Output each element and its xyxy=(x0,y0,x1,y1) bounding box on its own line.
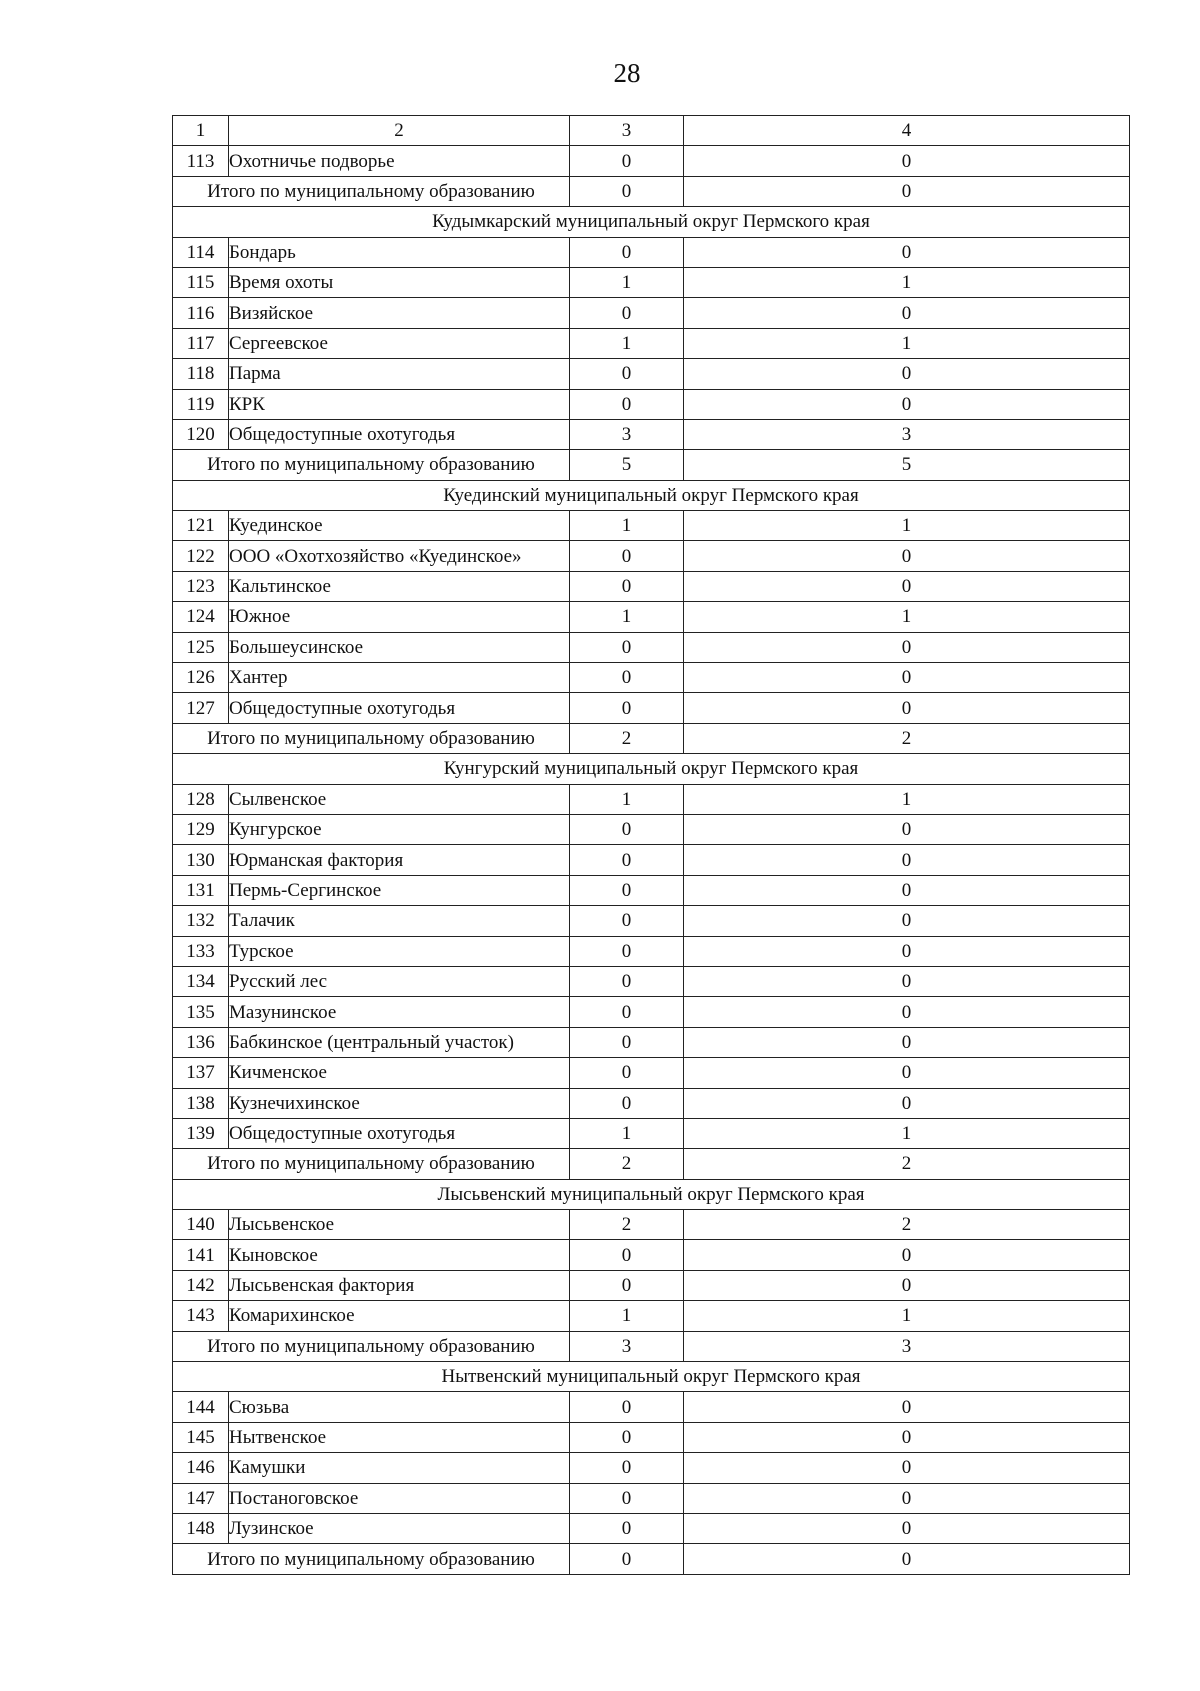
row-number: 133 xyxy=(173,936,229,966)
value-col-4: 0 xyxy=(684,1513,1130,1543)
hunting-ground-name: Пермь-Сергинское xyxy=(229,875,570,905)
value-col-3: 0 xyxy=(570,966,684,996)
table-row xyxy=(173,602,1130,632)
row-number: 128 xyxy=(173,784,229,814)
total-col-3: 5 xyxy=(570,450,684,480)
header-col-4: 4 xyxy=(684,116,1130,146)
table-row xyxy=(173,1118,1130,1148)
total-col-4: 0 xyxy=(684,1544,1130,1574)
row-number: 138 xyxy=(173,1088,229,1118)
total-col-4: 2 xyxy=(684,723,1130,753)
row-number: 148 xyxy=(173,1513,229,1543)
table-row xyxy=(173,1453,1130,1483)
value-col-3: 0 xyxy=(570,1483,684,1513)
total-row xyxy=(173,723,1130,753)
hunting-ground-name: Лузинское xyxy=(229,1513,570,1543)
value-col-4: 0 xyxy=(684,298,1130,328)
value-col-4: 2 xyxy=(684,1210,1130,1240)
value-col-3: 1 xyxy=(570,328,684,358)
total-col-4: 2 xyxy=(684,1149,1130,1179)
value-col-4: 0 xyxy=(684,814,1130,844)
table-row xyxy=(173,1513,1130,1543)
row-number: 135 xyxy=(173,997,229,1027)
row-number: 137 xyxy=(173,1058,229,1088)
value-col-3: 0 xyxy=(570,997,684,1027)
value-col-4: 0 xyxy=(684,693,1130,723)
hunting-ground-name: ООО «Охотхозяйство «Куединское» xyxy=(229,541,570,571)
hunting-ground-name: Комарихинское xyxy=(229,1301,570,1331)
total-col-4: 5 xyxy=(684,450,1130,480)
hunting-ground-name: Лысьвенское xyxy=(229,1210,570,1240)
value-col-3: 0 xyxy=(570,298,684,328)
value-col-4: 3 xyxy=(684,419,1130,449)
value-col-3: 0 xyxy=(570,1392,684,1422)
value-col-4: 0 xyxy=(684,1088,1130,1118)
row-number: 113 xyxy=(173,146,229,176)
hunting-ground-name: Хантер xyxy=(229,663,570,693)
total-col-3: 0 xyxy=(570,1544,684,1574)
hunting-ground-name: Постаноговское xyxy=(229,1483,570,1513)
value-col-4: 0 xyxy=(684,359,1130,389)
section-title: Нытвенский муниципальный округ Пермского края xyxy=(173,1362,1130,1392)
value-col-3: 0 xyxy=(570,1422,684,1452)
value-col-3: 0 xyxy=(570,1058,684,1088)
section-title: Лысьвенский муниципальный округ Пермского края xyxy=(173,1179,1130,1209)
section-title: Кунгурский муниципальный округ Пермского края xyxy=(173,754,1130,784)
table-row xyxy=(173,1392,1130,1422)
value-col-4: 0 xyxy=(684,1392,1130,1422)
row-number: 121 xyxy=(173,511,229,541)
row-number: 132 xyxy=(173,906,229,936)
value-col-3: 0 xyxy=(570,936,684,966)
value-col-4: 0 xyxy=(684,936,1130,966)
value-col-4: 0 xyxy=(684,632,1130,662)
hunting-ground-name: Кыновское xyxy=(229,1240,570,1270)
value-col-4: 0 xyxy=(684,845,1130,875)
table-row xyxy=(173,1270,1130,1300)
header-col-3: 3 xyxy=(570,116,684,146)
hunting-ground-name: Турское xyxy=(229,936,570,966)
value-col-4: 0 xyxy=(684,906,1130,936)
row-number: 142 xyxy=(173,1270,229,1300)
value-col-4: 0 xyxy=(684,1058,1130,1088)
table-row xyxy=(173,298,1130,328)
hunting-ground-name: Южное xyxy=(229,602,570,632)
row-number: 118 xyxy=(173,359,229,389)
row-number: 119 xyxy=(173,389,229,419)
row-number: 124 xyxy=(173,602,229,632)
row-number: 129 xyxy=(173,814,229,844)
table-row xyxy=(173,1088,1130,1118)
total-label: Итого по муниципальному образованию xyxy=(173,1544,570,1574)
table-row xyxy=(173,146,1130,176)
row-number: 134 xyxy=(173,966,229,996)
hunting-ground-name: Лысьвенская фактория xyxy=(229,1270,570,1300)
value-col-4: 0 xyxy=(684,146,1130,176)
value-col-3: 0 xyxy=(570,1270,684,1300)
value-col-4: 0 xyxy=(684,1483,1130,1513)
value-col-3: 0 xyxy=(570,1453,684,1483)
value-col-4: 0 xyxy=(684,1027,1130,1057)
total-col-3: 3 xyxy=(570,1331,684,1361)
hunting-grounds-table xyxy=(172,115,1130,1575)
value-col-3: 0 xyxy=(570,663,684,693)
table-row xyxy=(173,875,1130,905)
hunting-ground-name: Талачик xyxy=(229,906,570,936)
table-row xyxy=(173,267,1130,297)
hunting-ground-name: Парма xyxy=(229,359,570,389)
total-col-3: 2 xyxy=(570,1149,684,1179)
value-col-4: 0 xyxy=(684,541,1130,571)
section-row xyxy=(173,1362,1130,1392)
value-col-3: 0 xyxy=(570,237,684,267)
value-col-4: 0 xyxy=(684,875,1130,905)
row-number: 117 xyxy=(173,328,229,358)
row-number: 131 xyxy=(173,875,229,905)
table-row xyxy=(173,997,1130,1027)
value-col-3: 0 xyxy=(570,541,684,571)
value-col-3: 0 xyxy=(570,1513,684,1543)
value-col-3: 0 xyxy=(570,906,684,936)
hunting-ground-name: Кунгурское xyxy=(229,814,570,844)
value-col-4: 0 xyxy=(684,1240,1130,1270)
value-col-4: 1 xyxy=(684,267,1130,297)
section-row xyxy=(173,207,1130,237)
value-col-3: 0 xyxy=(570,632,684,662)
section-row xyxy=(173,754,1130,784)
table-row xyxy=(173,693,1130,723)
row-number: 130 xyxy=(173,845,229,875)
hunting-ground-name: Юрманская фактория xyxy=(229,845,570,875)
total-col-3: 0 xyxy=(570,176,684,206)
hunting-ground-name: Время охоты xyxy=(229,267,570,297)
table-row xyxy=(173,814,1130,844)
table-row xyxy=(173,237,1130,267)
value-col-3: 0 xyxy=(570,845,684,875)
table-row xyxy=(173,1240,1130,1270)
hunting-ground-name: Мазунинское xyxy=(229,997,570,1027)
row-number: 145 xyxy=(173,1422,229,1452)
hunting-ground-name: Охотничье подворье xyxy=(229,146,570,176)
table-row xyxy=(173,328,1130,358)
total-row xyxy=(173,1331,1130,1361)
section-row xyxy=(173,480,1130,510)
total-row xyxy=(173,176,1130,206)
value-col-3: 0 xyxy=(570,389,684,419)
value-col-3: 0 xyxy=(570,1088,684,1118)
page-number: 28 xyxy=(613,58,641,88)
value-col-4: 0 xyxy=(684,237,1130,267)
table-row xyxy=(173,936,1130,966)
value-col-3: 1 xyxy=(570,267,684,297)
hunting-ground-name: Общедоступные охотугодья xyxy=(229,693,570,723)
table-row xyxy=(173,1483,1130,1513)
table-body xyxy=(173,116,1130,1575)
value-col-4: 0 xyxy=(684,966,1130,996)
row-number: 140 xyxy=(173,1210,229,1240)
value-col-3: 3 xyxy=(570,419,684,449)
value-col-3: 1 xyxy=(570,784,684,814)
row-number: 126 xyxy=(173,663,229,693)
table-row xyxy=(173,1058,1130,1088)
section-row xyxy=(173,1179,1130,1209)
hunting-ground-name: КРК xyxy=(229,389,570,419)
row-number: 125 xyxy=(173,632,229,662)
row-number: 122 xyxy=(173,541,229,571)
table-row xyxy=(173,1422,1130,1452)
total-label: Итого по муниципальному образованию xyxy=(173,1331,570,1361)
value-col-3: 1 xyxy=(570,1118,684,1148)
value-col-4: 0 xyxy=(684,571,1130,601)
value-col-4: 0 xyxy=(684,1270,1130,1300)
total-label: Итого по муниципальному образованию xyxy=(173,1149,570,1179)
value-col-3: 0 xyxy=(570,146,684,176)
total-col-4: 0 xyxy=(684,176,1130,206)
hunting-ground-name: Русский лес xyxy=(229,966,570,996)
table-row xyxy=(173,845,1130,875)
table-row xyxy=(173,1027,1130,1057)
table-row xyxy=(173,359,1130,389)
hunting-ground-name: Бабкинское (центральный участок) xyxy=(229,1027,570,1057)
total-row xyxy=(173,1149,1130,1179)
value-col-4: 1 xyxy=(684,1118,1130,1148)
value-col-4: 1 xyxy=(684,328,1130,358)
row-number: 144 xyxy=(173,1392,229,1422)
value-col-4: 0 xyxy=(684,389,1130,419)
value-col-4: 1 xyxy=(684,1301,1130,1331)
row-number: 120 xyxy=(173,419,229,449)
row-number: 146 xyxy=(173,1453,229,1483)
hunting-ground-name: Общедоступные охотугодья xyxy=(229,1118,570,1148)
row-number: 136 xyxy=(173,1027,229,1057)
value-col-3: 1 xyxy=(570,1301,684,1331)
row-number: 127 xyxy=(173,693,229,723)
total-col-4: 3 xyxy=(684,1331,1130,1361)
header-col-1: 1 xyxy=(173,116,229,146)
value-col-3: 0 xyxy=(570,875,684,905)
row-number: 141 xyxy=(173,1240,229,1270)
hunting-ground-name: Большеусинское xyxy=(229,632,570,662)
value-col-4: 0 xyxy=(684,1422,1130,1452)
value-col-4: 0 xyxy=(684,1453,1130,1483)
total-label: Итого по муниципальному образованию xyxy=(173,450,570,480)
value-col-4: 0 xyxy=(684,663,1130,693)
hunting-ground-name: Кичменское xyxy=(229,1058,570,1088)
table-row xyxy=(173,419,1130,449)
value-col-3: 0 xyxy=(570,359,684,389)
table-row xyxy=(173,784,1130,814)
row-number: 116 xyxy=(173,298,229,328)
hunting-ground-name: Кальтинское xyxy=(229,571,570,601)
value-col-3: 0 xyxy=(570,814,684,844)
table-row xyxy=(173,541,1130,571)
value-col-3: 0 xyxy=(570,571,684,601)
table-row xyxy=(173,1210,1130,1240)
header-row xyxy=(173,116,1130,146)
section-title: Кудымкарский муниципальный округ Пермского края xyxy=(173,207,1130,237)
hunting-ground-name: Сюзьва xyxy=(229,1392,570,1422)
hunting-ground-name: Сылвенское xyxy=(229,784,570,814)
value-col-3: 0 xyxy=(570,1240,684,1270)
hunting-ground-name: Сергеевское xyxy=(229,328,570,358)
hunting-ground-name: Общедоступные охотугодья xyxy=(229,419,570,449)
section-title: Куединский муниципальный округ Пермского края xyxy=(173,480,1130,510)
table-row xyxy=(173,632,1130,662)
value-col-4: 1 xyxy=(684,602,1130,632)
row-number: 115 xyxy=(173,267,229,297)
table-row xyxy=(173,966,1130,996)
total-col-3: 2 xyxy=(570,723,684,753)
value-col-3: 0 xyxy=(570,1027,684,1057)
value-col-3: 2 xyxy=(570,1210,684,1240)
table-row xyxy=(173,511,1130,541)
value-col-3: 0 xyxy=(570,693,684,723)
hunting-ground-name: Визяйское xyxy=(229,298,570,328)
table-row xyxy=(173,1301,1130,1331)
total-label: Итого по муниципальному образованию xyxy=(173,176,570,206)
row-number: 114 xyxy=(173,237,229,267)
hunting-ground-name: Куединское xyxy=(229,511,570,541)
value-col-3: 1 xyxy=(570,511,684,541)
row-number: 147 xyxy=(173,1483,229,1513)
table-row xyxy=(173,571,1130,601)
row-number: 143 xyxy=(173,1301,229,1331)
header-col-2: 2 xyxy=(229,116,570,146)
row-number: 123 xyxy=(173,571,229,601)
row-number: 139 xyxy=(173,1118,229,1148)
hunting-ground-name: Нытвенское xyxy=(229,1422,570,1452)
total-label: Итого по муниципальному образованию xyxy=(173,723,570,753)
value-col-4: 1 xyxy=(684,511,1130,541)
table-row xyxy=(173,906,1130,936)
hunting-ground-name: Камушки xyxy=(229,1453,570,1483)
hunting-ground-name: Кузнечихинское xyxy=(229,1088,570,1118)
table-row xyxy=(173,663,1130,693)
table-row xyxy=(173,389,1130,419)
total-row xyxy=(173,450,1130,480)
value-col-3: 1 xyxy=(570,602,684,632)
value-col-4: 1 xyxy=(684,784,1130,814)
value-col-4: 0 xyxy=(684,997,1130,1027)
hunting-ground-name: Бондарь xyxy=(229,237,570,267)
total-row xyxy=(173,1544,1130,1574)
